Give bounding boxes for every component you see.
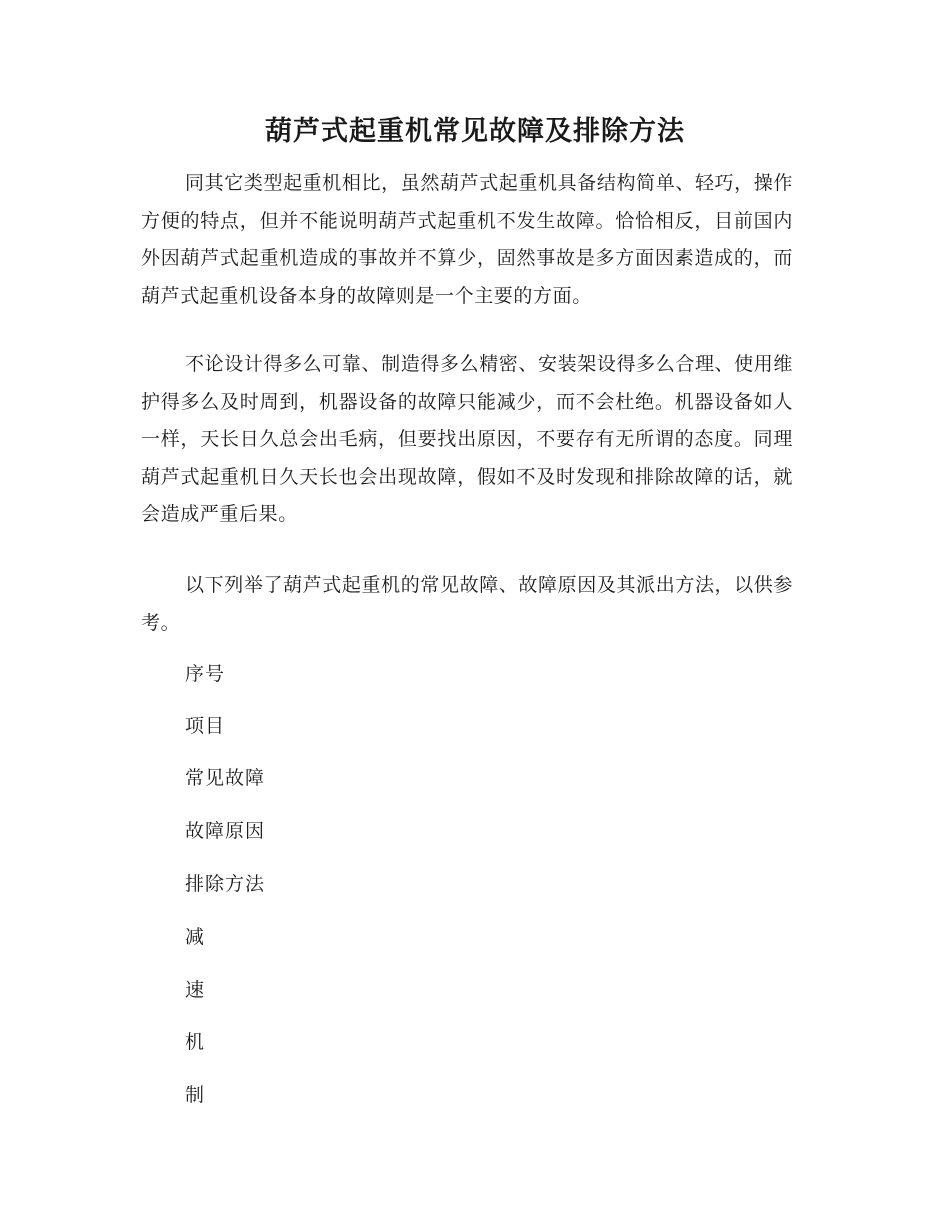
table-header-fault: 常见故障	[185, 767, 266, 789]
table-cell-char: 制	[185, 1084, 206, 1106]
table-cell-char: 速	[185, 979, 206, 1001]
paragraph-list-intro: 以下列举了葫芦式起重机的常见故障、故障原因及其派出方法，以供参考。	[141, 574, 793, 634]
table-header-index: 序号	[185, 663, 226, 685]
table-header-item: 项目	[185, 715, 226, 737]
table-header-cause: 故障原因	[185, 820, 266, 842]
table-header-solution: 排除方法	[185, 873, 266, 895]
paragraph-intro: 同其它类型起重机相比，虽然葫芦式起重机具备结构简单、轻巧，操作方便的特点，但并不能说明葫芦式起重机不发生故障。恰恰相反，目前国内外因葫芦式起重机造成的事故并不算少，固然事故是多方面因素造成的，而葫芦式起重机设备本身的故障则是一个主要的方面。	[141, 172, 793, 307]
paragraph-reliability: 不论设计得多么可靠、制造得多么精密、安装架设得多么合理、使用维护得多么及时周到，机器设备的故障只能减少，而不会杜绝。机器设备如人一样，天长日久总会出毛病，但要找出原因，不要存有无所谓的态度。同理葫芦式起重机日久天长也会出现故障，假如不及时发现和排除故障的话，就会造成严重后果。	[141, 353, 793, 525]
table-cell-char: 机	[185, 1031, 206, 1053]
document-title: 葫芦式起重机常见故障及排除方法	[265, 116, 685, 147]
table-cell-char: 减	[185, 926, 206, 948]
